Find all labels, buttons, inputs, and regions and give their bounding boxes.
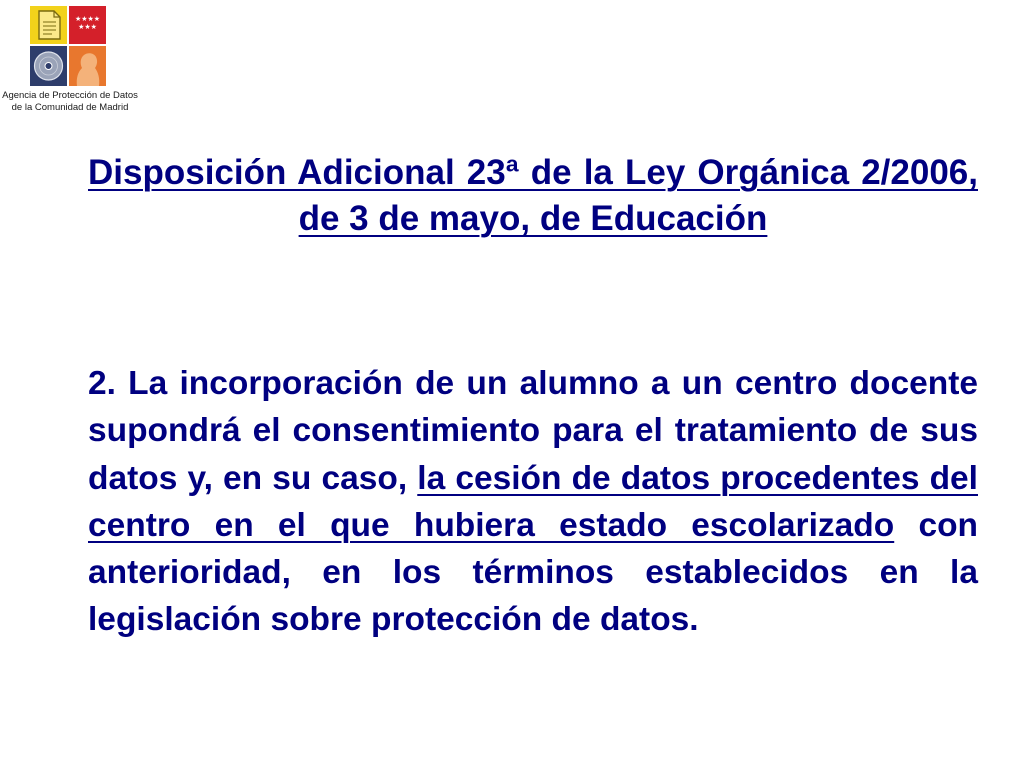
svg-text:★★★: ★★★	[78, 23, 97, 31]
svg-text:★★★★: ★★★★	[74, 15, 101, 23]
stars-icon	[75, 15, 100, 31]
agency-logo	[0, 0, 140, 120]
slide-title: Disposición Adicional 23ª de la Ley Orgánica 2/2006, de 3 de mayo, de Educación	[88, 153, 978, 238]
agency-name-line-2: de la Comunidad de Madrid	[11, 102, 129, 113]
agency-logo-mark	[30, 6, 106, 86]
agency-name	[0, 90, 140, 114]
paragraph-text-end: con anterioridad, en los términos establecidos en la legislación sobre protección de datos.	[88, 506, 978, 639]
paragraph-text-start: 2. La incorporación de un alumno a un centro docente supondrá el consentimiento para el tratamiento de sus datos y, en su caso,	[88, 365, 978, 497]
document-icon	[39, 11, 60, 39]
paragraph-underlined-text: la cesión de datos procedentes del centro en el que hubiera estado escolarizado	[88, 459, 978, 544]
agency-name-line-1: Agencia de Protección de Datos	[2, 90, 138, 101]
article-paragraph	[88, 360, 978, 644]
disc-icon	[35, 52, 63, 80]
